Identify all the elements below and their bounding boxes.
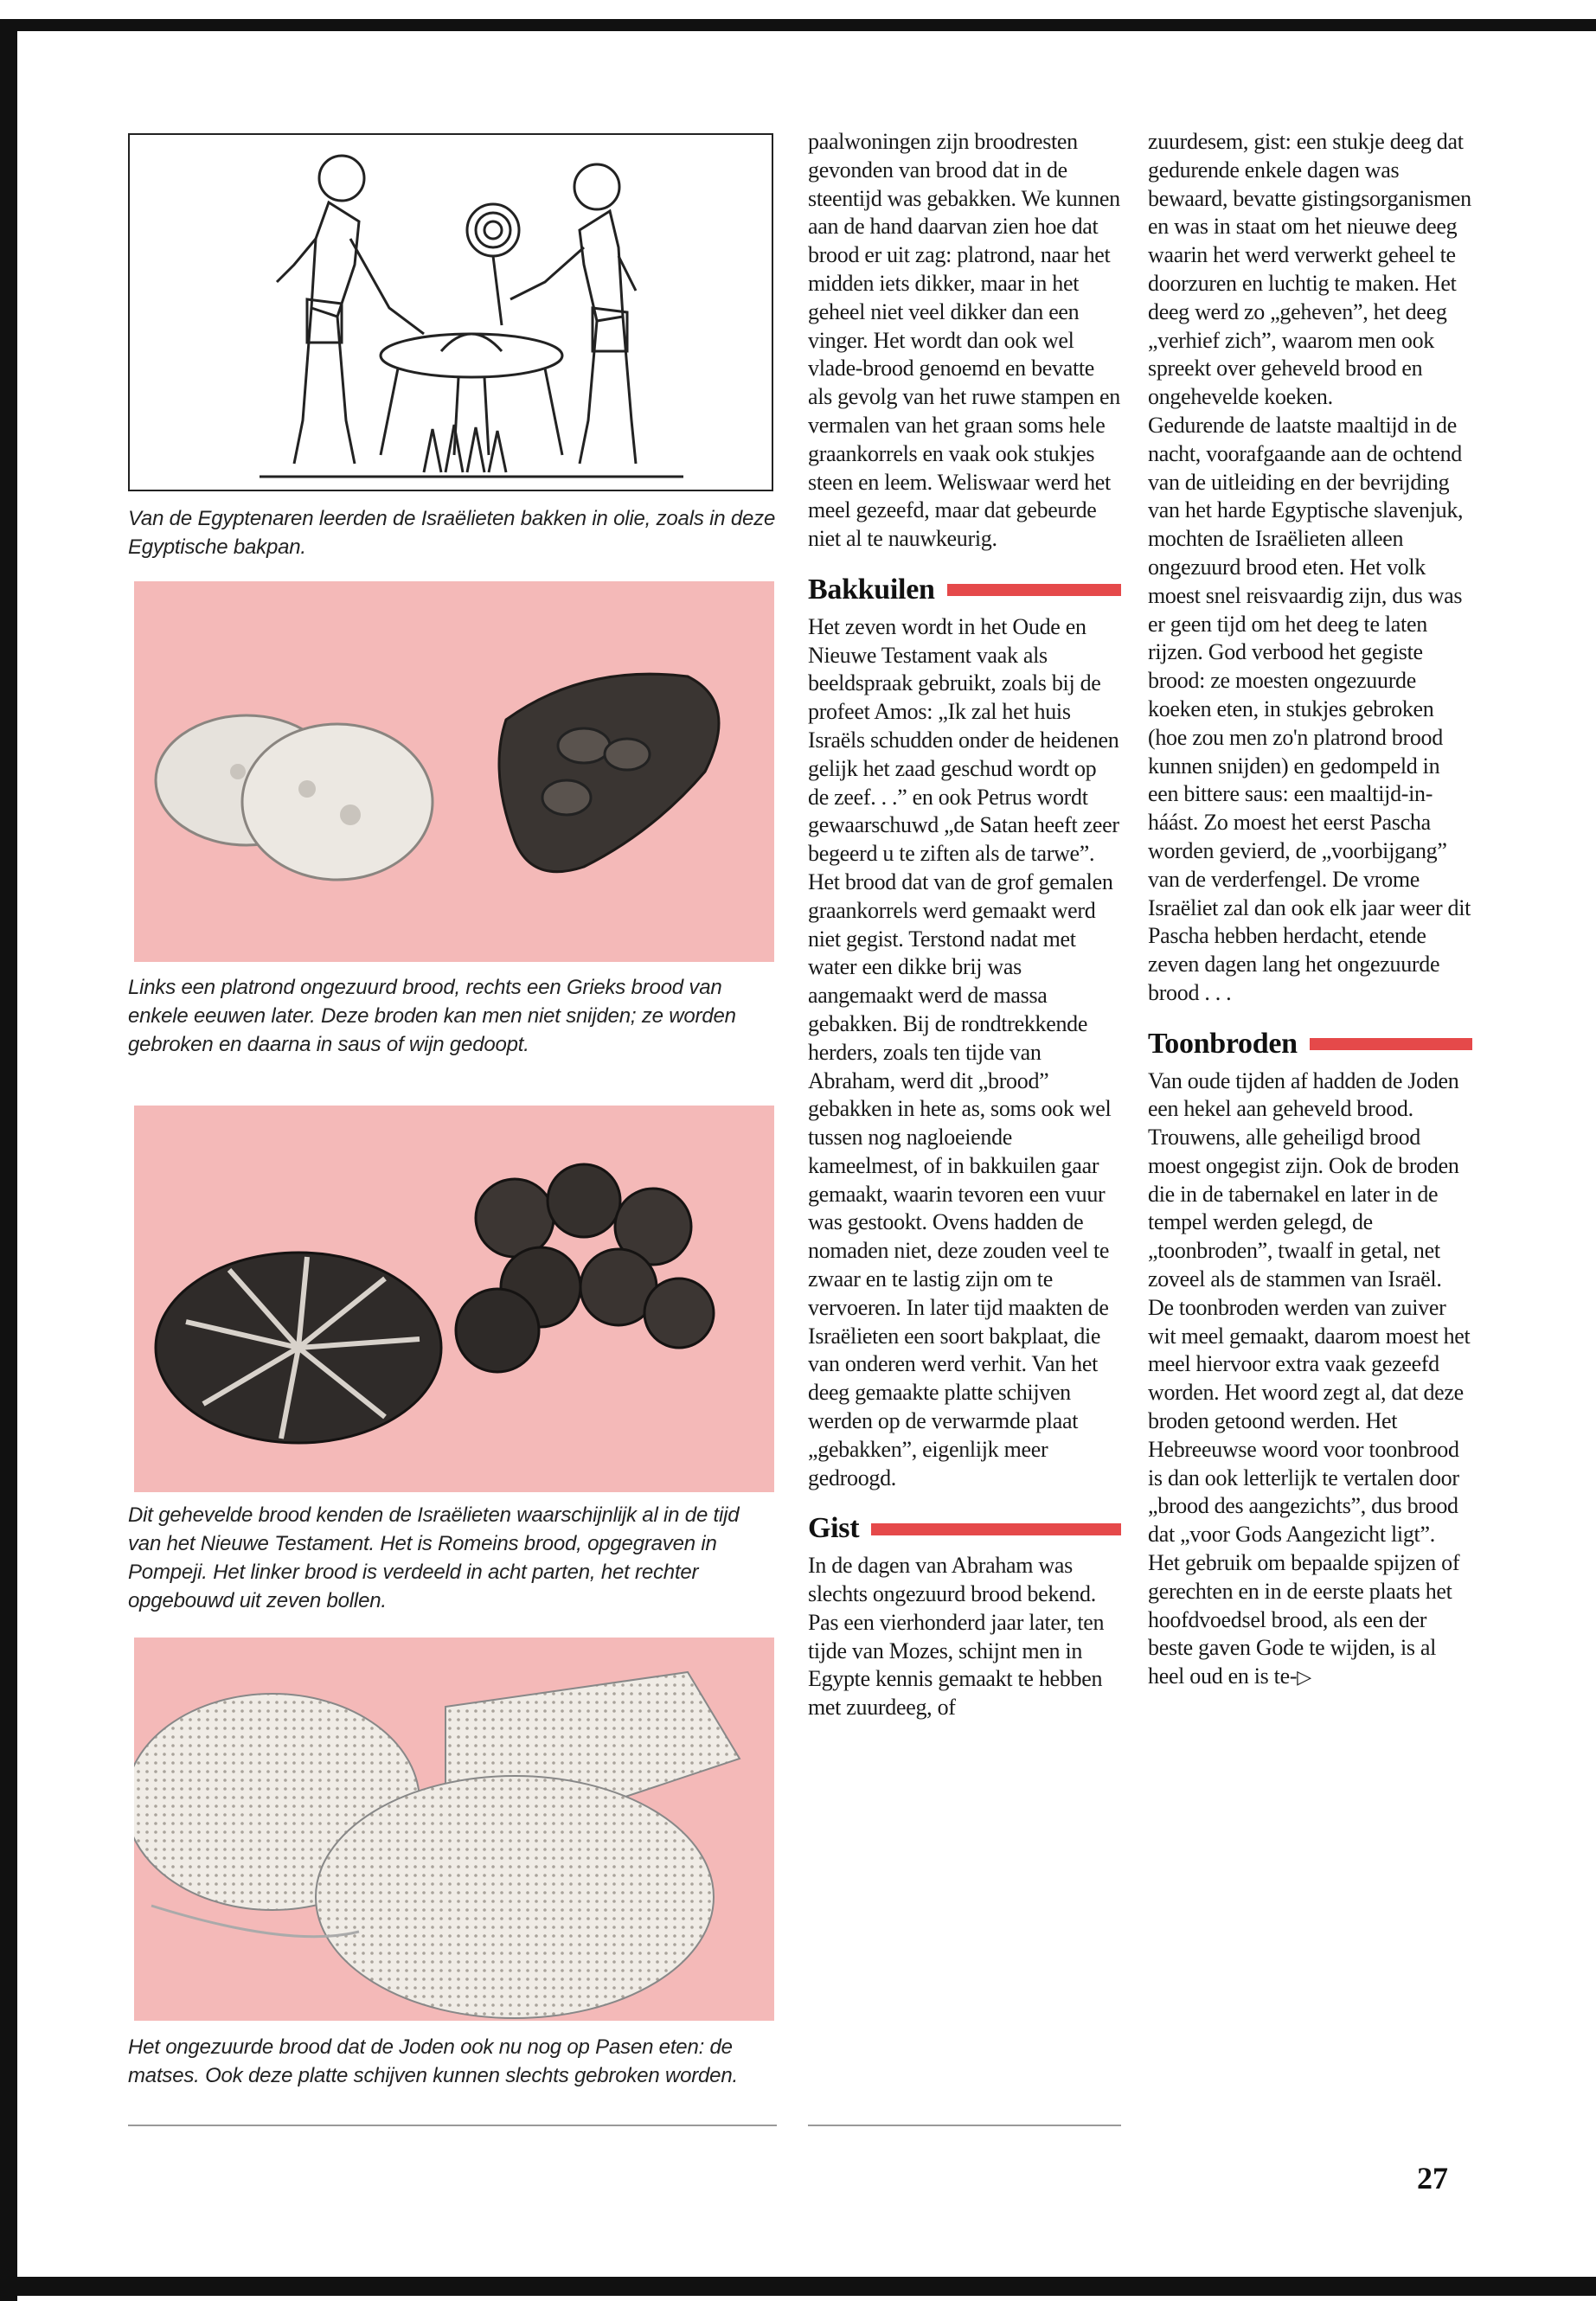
bakkuilen-paragraph-2: Het brood dat van de grof gemalen graankorrels werd gemaakt werd niet gegist. Terstond nadat met water een dikke brij was aangemaakt werd de massa gebakken. Bij de rondtrekkende herders, zoals ten tijde van Abraham, werd dit „brood” gebakken in hete as, soms ook wel tussen nog nagloeiende kameelmest, of in bakkuilen gaar gemaakt, waarin tevoren een vuur was gestookt. Ovens hadden de nomaden niet, deze zouden veel te zwaar en te lastig zijn om te vervoeren. In later tijd maakten de Israëlieten een soort bakplaat, die van onderen werd verhit. Van het deeg gemaakte platte schijven werden op de verwarmde plaat „gebakken”, eigenlijk meer gedroogd.	[808, 868, 1113, 1490]
flat-breads-image	[134, 581, 774, 962]
photo-flat-breads	[134, 581, 774, 962]
bakkuilen-paragraph-1: Het zeven wordt in het Oude en Nieuwe Testament vaak als beeldspraak gebruikt, zoals bij de profeet Amos: „Ik zal het huis Israëls schudden onder de heidenen gelijk het zaad geschud wordt op de zeef. . .” en ook Petrus wordt gewaarschuwd „de Satan heeft zeer begeerd u te ziften als de tarwe”.	[808, 613, 1119, 867]
heading-accent-bar	[871, 1523, 1121, 1535]
gist-paragraph-1: In de dagen van Abraham was slechts ongezuurd brood bekend. Pas een vierhonderd jaar later, ten tijde van Mozes, schijnt men in Egypte kennis gemaakt te hebben met zuurdeeg, of	[808, 1553, 1105, 1721]
bakkuilen-title: Bakkuilen	[808, 573, 935, 606]
caption-matzes: Het ongezuurde brood dat de Joden ook nu nog op Pasen eten: de matses. Ook deze platte schijven kunnen slechts gebroken worden.	[128, 2035, 738, 2087]
caption-pompeii-breads: Dit geheveldе brood kenden de Israëlieten waarschijnlijk al in de tijd van het Nieuwe Testament. Het is Romeins brood, opgegraven in Pompeji. Het linker brood is verdeeld in acht parten, het rechter opgebouwd uit zeven bollen.	[128, 1503, 740, 1612]
left-column-bottom-rule	[128, 2125, 777, 2126]
pompeii-breads-image	[134, 1106, 774, 1492]
right-column	[1148, 128, 1472, 1693]
heading-toonbroden	[1148, 1027, 1472, 1060]
photo-pompeii-breads	[134, 1106, 774, 1492]
toonbroden-paragraph-3	[1148, 1549, 1472, 1693]
pascha-paragraph: Gedurende de laatste maaltijd in de nacht, voorafgaande aan de ochtend van de uitleiding en der bevrijding van het harde Egyptische slavenjuk, mochten de Israëlieten alleen ongezuurd brood eten. Het volk moest snel reisvaardig zijn, dus was er geen tijd om het deeg te laten rijzen. God verbood het gegiste brood: ze moesten ongezuurde koeken eten, in stukjes gebroken (hoe zou men zo'n platrond brood kunnen snijden) en gedompeld in een bittere saus: een maaltijd-in-háást. Zo moest het eerst Pascha worden gevierd, de „voorbijgang” van de verderfengel. De vrome Israëliet zal dan ook elk jaar weer dit Pascha hebben herdacht, etende zeven dagen lang het ongezuurde brood . . .	[1148, 412, 1471, 1005]
heading-accent-bar	[1310, 1038, 1472, 1050]
continue-arrow-icon: ▷	[1297, 1667, 1311, 1689]
page-number: 27	[1417, 2161, 1448, 2195]
heading-accent-bar	[947, 584, 1121, 596]
toonbroden-paragraph-3-text: Het gebruik om bepaalde spijzen of gerechten en in de eerste plaats het hoofdvoedsel brood, als een der beste gaven Gode te wijden, is al heel oud en is te-	[1148, 1550, 1460, 1689]
zuurdesem-paragraph: zuurdesem, gist: een stukje deeg dat gedurende enkele dagen was bewaard, bevatte gistingsorganismen en was in staat om het nieuwe deeg waarin het werd verwerkt geheel te doorzuren en luchtig te maken. Het deeg werd zo „geheven”, het deeg „verhief zich”, waarom men ook spreekt over geheveld brood en ongehevelde koeken.	[1148, 129, 1471, 410]
matzes-image	[134, 1638, 774, 2021]
toonbroden-title: Toonbroden	[1148, 1027, 1298, 1060]
caption-flat-breads: Links een platrond ongezuurd brood, rechts een Grieks brood van enkele eeuwen later. Deze broden kan men niet snijden; ze worden gebroken en daarna in saus of wijn gedoopt.	[128, 976, 736, 1056]
egyptian-figures-drawing	[130, 135, 772, 490]
egyptian-baking-illustration	[128, 133, 773, 491]
toonbroden-paragraph-1: Van oude tijden af hadden de Joden een hekel aan geheveld brood. Trouwens, alle geheiligd brood moest ongegist zijn. Ook de broden die in de tabernakel en later in de tempel werden gelegd, de „toonbroden”, twaalf in getal, net zoveel als de stammen van Israël.	[1148, 1067, 1459, 1292]
caption-egyptian-pan: Van de Egyptenaren leerden de Israëlieten bakken in olie, zoals in deze Egyptische bakpan.	[128, 507, 776, 559]
bottom-border	[17, 2277, 1596, 2296]
middle-column	[808, 128, 1121, 1722]
heading-bakkuilen	[808, 573, 1121, 606]
left-border	[0, 19, 17, 2301]
middle-column-bottom-rule	[808, 2125, 1121, 2126]
heading-gist	[808, 1512, 1121, 1545]
photo-matzes	[134, 1638, 774, 2021]
intro-paragraph: paalwoningen zijn broodresten gevonden van brood dat in de steentijd was gebakken. We kunnen aan de hand daarvan zien hoe dat brood er uit zag: platrond, naar het midden iets dikker, maar in het geheel niet veel dikker dan een vinger. Het wordt dan ook wel vlade-brood genoemd en bevatte als gevolg van het ruwe stampen en vermalen van het graan soms hele graankorrels en vaak ook stukjes steen en leem. Weliswaar werd het meel gezeefd, maar dat gebeurde niet al te nauwkeurig.	[808, 129, 1120, 552]
top-border	[17, 19, 1596, 31]
toonbroden-paragraph-2: De toonbroden werden van zuiver wit meel gemaakt, daarom moest het meel hiervoor extra vaak gezeefd worden. Het woord zegt al, dat deze broden getoond werden. Het Hebreeuwse woord voor toonbrood is dan ook letterlijk te vertalen door „brood des aangezichts”, dus brood dat „voor Gods Aangezicht ligt”.	[1148, 1294, 1471, 1548]
gist-title: Gist	[808, 1512, 860, 1545]
